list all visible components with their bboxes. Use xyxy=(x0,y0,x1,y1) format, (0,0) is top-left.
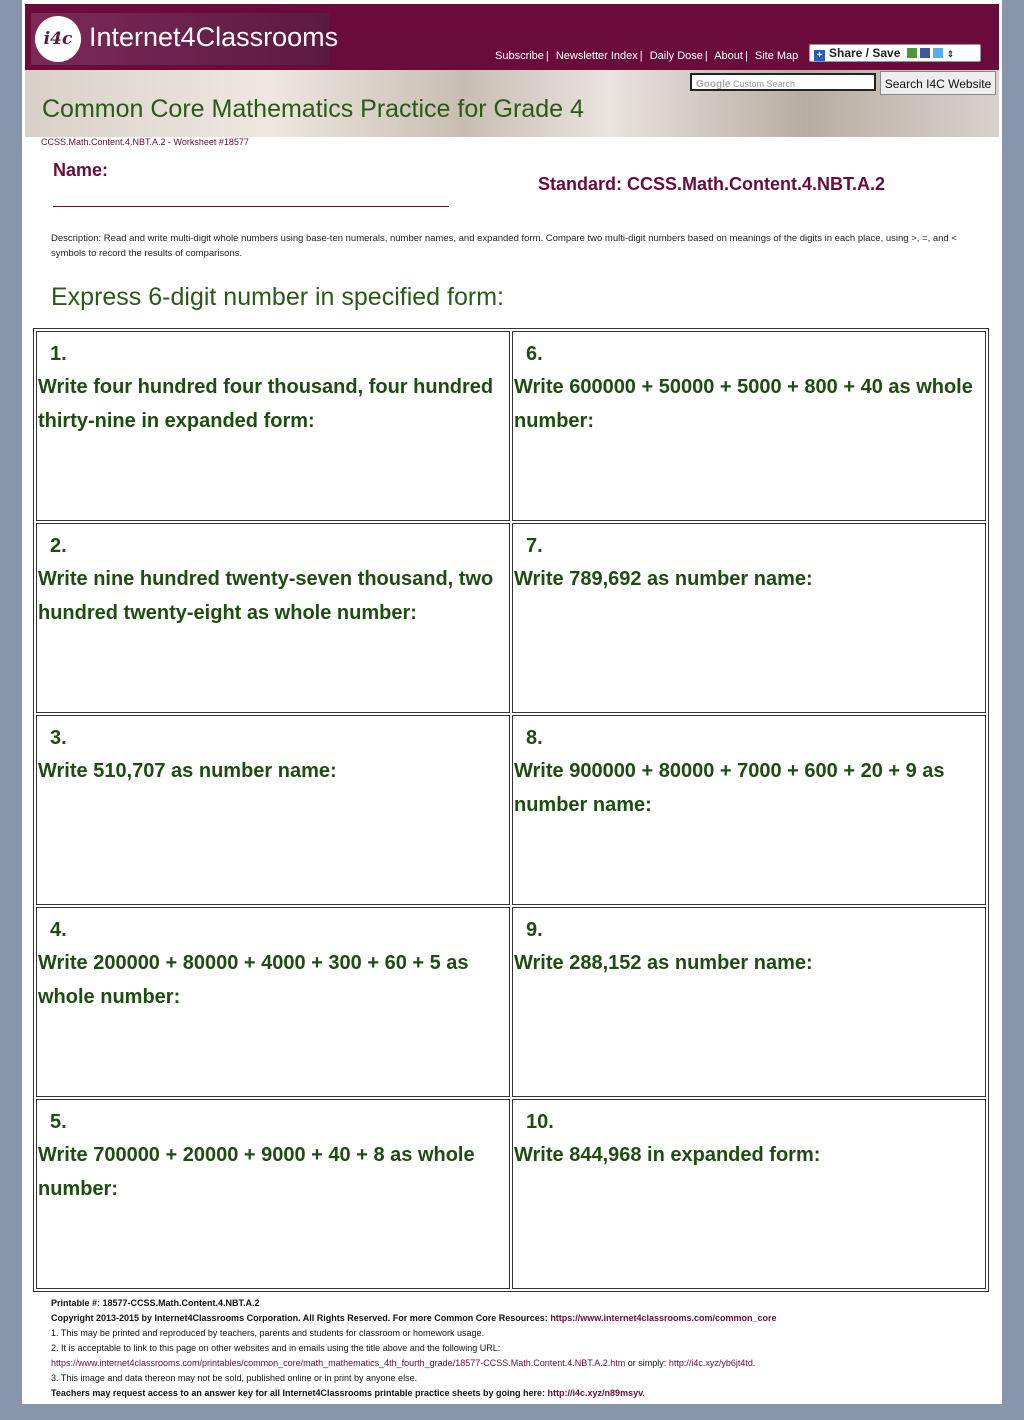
page xyxy=(22,0,1002,1404)
instruction-heading: Express 6-digit number in specified form: xyxy=(51,283,504,311)
twitter-icon xyxy=(933,48,943,58)
question-number: 6. xyxy=(526,343,543,365)
worksheet-id: CCSS.Math.Content.4.NBT.A.2 - Worksheet #18577 xyxy=(41,137,249,147)
answer-key-text: Teachers may request access to an answer key for all Internet4Classrooms printable practice sheets by going here: xyxy=(51,1388,546,1398)
question-cell xyxy=(512,331,986,521)
nav-link-subscribe[interactable]: Subscribe xyxy=(495,50,544,62)
plus-icon: + xyxy=(814,50,825,61)
question-cell xyxy=(512,1099,986,1289)
question-cell xyxy=(512,715,986,905)
question-number: 8. xyxy=(526,727,543,749)
nav-link-daily-dose[interactable]: Daily Dose xyxy=(649,50,703,62)
printable-number: Printable #: 18577-CCSS.Math.Content.4.NBT.A.2 xyxy=(51,1298,260,1308)
question-number: 2. xyxy=(50,535,67,557)
question-text: Write 900000 + 80000 + 7000 + 600 + 20 + 9 as number name: xyxy=(514,760,945,816)
description: Description: Read and write multi-digit whole numbers using base-ten numerals, number names, and expanded form. Compare two multi-digit numbers based on meanings of the digits in each place, using >, =, and < symbols to record the results of comparisons. xyxy=(51,233,957,259)
short-url[interactable]: http://i4c.xyz/yb6jt4td. xyxy=(668,1358,756,1368)
page-title: Common Core Mathematics Practice for Grade 4 xyxy=(42,95,584,123)
question-text: Write 510,707 as number name: xyxy=(38,760,337,782)
footer-note-3: 3. This image and data thereon may not be sold, published online or in print by anyone else. xyxy=(51,1373,418,1383)
share-save-button[interactable] xyxy=(809,44,981,62)
question-cell xyxy=(36,907,510,1097)
nav-separator: | xyxy=(545,50,549,62)
question-number: 9. xyxy=(526,919,543,941)
site-logo[interactable] xyxy=(31,13,339,65)
common-core-link[interactable]: https://www.internet4classrooms.com/common_core xyxy=(550,1313,777,1323)
copyright-text: Copyright 2013-2015 by Internet4Classrooms Corporation. All Rights Reserved. For more Common Core Resources: xyxy=(51,1313,548,1323)
question-cell xyxy=(36,523,510,713)
footer-note-1: 1. This may be printed and reproduced by teachers, parents and students for classroom or homework usage. xyxy=(51,1328,485,1338)
question-text: Write 200000 + 80000 + 4000 + 300 + 60 + 5 as whole number: xyxy=(38,952,469,1008)
name-line xyxy=(53,206,449,207)
question-cell xyxy=(512,907,986,1097)
nav-separator: | xyxy=(704,50,708,62)
answer-key-line xyxy=(51,1386,991,1401)
question-number: 3. xyxy=(50,727,67,749)
question-text: Write four hundred four thousand, four hundred thirty-nine in expanded form: xyxy=(38,376,494,432)
search-placeholder: Custom Search xyxy=(732,79,795,89)
search-input[interactable] xyxy=(690,73,876,91)
nav-link-site-map[interactable]: Site Map xyxy=(754,50,799,62)
question-text: Write 844,968 in expanded form: xyxy=(514,1144,821,1166)
email-share-icon xyxy=(907,48,917,58)
question-text: Write 789,692 as number name: xyxy=(514,568,813,590)
share-label: Share / Save xyxy=(829,46,901,60)
question-text: Write 600000 + 50000 + 5000 + 800 + 40 as whole number: xyxy=(514,376,973,432)
site-header xyxy=(25,4,999,70)
chevron-updown-icon: ⇕ xyxy=(946,49,955,59)
question-cell xyxy=(36,715,510,905)
question-cell xyxy=(36,1099,510,1289)
search-button[interactable]: Search I4C Website xyxy=(880,71,996,95)
standard-label: Standard: CCSS.Math.Content.4.NBT.A.2 xyxy=(538,174,886,194)
footer-note-2: 2. It is acceptable to link to this page on other websites and in emails using the title above and the following URL: xyxy=(51,1343,501,1353)
question-text: Write nine hundred twenty-seven thousand, two hundred twenty-eight as whole number: xyxy=(38,568,494,624)
nav-link-about[interactable]: About xyxy=(714,50,743,62)
question-number: 10. xyxy=(526,1111,554,1133)
banner xyxy=(25,70,999,137)
nav-separator: | xyxy=(639,50,643,62)
logo-badge-icon: i4c xyxy=(35,16,81,62)
question-cell xyxy=(36,331,510,521)
question-number: 1. xyxy=(50,343,67,365)
question-number: 5. xyxy=(50,1111,67,1133)
facebook-icon xyxy=(920,48,930,58)
nav-separator: | xyxy=(744,50,748,62)
google-logo: Google xyxy=(696,79,731,90)
question-text: Write 700000 + 20000 + 9000 + 40 + 8 as whole number: xyxy=(38,1144,475,1200)
footer-url-line xyxy=(51,1356,991,1371)
top-nav xyxy=(495,50,798,62)
question-number: 4. xyxy=(50,919,67,941)
answer-key-link[interactable]: http://i4c.xyz/n89msyv. xyxy=(547,1388,645,1398)
question-cell xyxy=(512,523,986,713)
logo-text: Internet4Classrooms xyxy=(89,22,339,52)
footer xyxy=(51,1296,991,1401)
question-text: Write 288,152 as number name: xyxy=(514,952,813,974)
question-grid xyxy=(33,328,989,1292)
nav-link-newsletter-index[interactable]: Newsletter Index xyxy=(555,50,638,62)
worksheet-url[interactable]: https://www.internet4classrooms.com/printables/common_core/math_mathematics_4th_fourth_grade/18577-CCSS.Math.Content.4.NBT.A.2.htm xyxy=(51,1358,626,1368)
or-simply-text: or simply: xyxy=(627,1358,667,1368)
copyright-line xyxy=(51,1311,991,1326)
question-number: 7. xyxy=(526,535,543,557)
name-label: Name: xyxy=(53,160,109,180)
